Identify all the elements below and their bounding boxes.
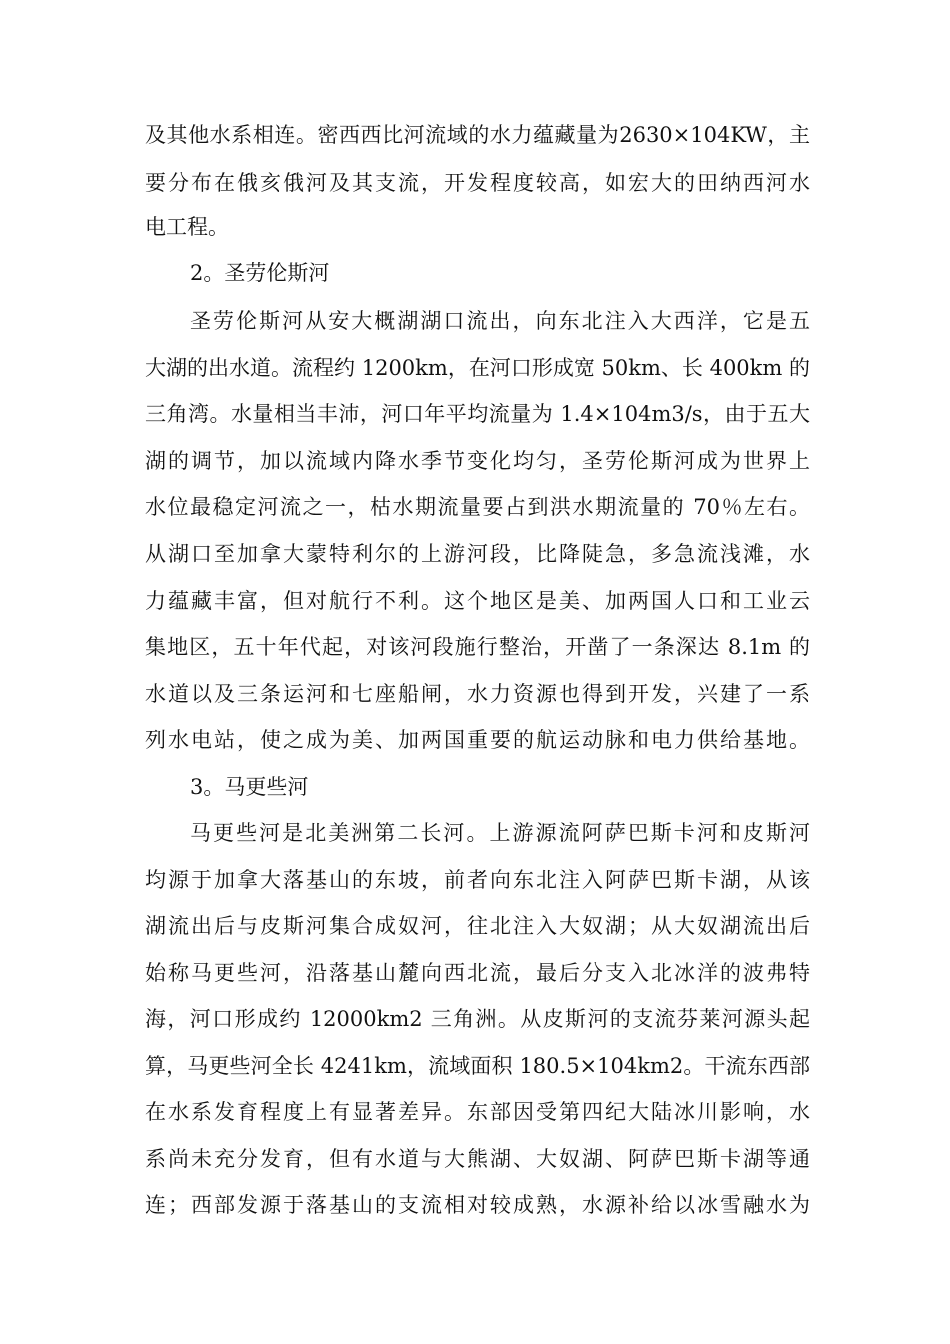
body-text-line: 海，河口形成约 12000km2 三角洲。从皮斯河的支流芬莱河源头起 [145, 1007, 810, 1031]
body-text-line: 连；西部发源于落基山的支流相对较成熟，水源补给以冰雪融水为 [145, 1193, 810, 1217]
body-text-line: 集地区，五十年代起，对该河段施行整治，开凿了一条深达 8.1m 的 [145, 635, 810, 659]
body-text-line: 及其他水系相连。密西西比河流域的水力蕴藏量为2630×104KW，主 [145, 123, 810, 147]
body-text-line: 算，马更些河全长 4241km，流域面积 180.5×104km2。干流东西部 [145, 1054, 810, 1078]
body-text-line: 始称马更些河，沿落基山麓向西北流，最后分支入北冰洋的波弗特 [145, 961, 810, 985]
body-text-line: 水位最稳定河流之一，枯水期流量要占到洪水期流量的 70％左右。 [145, 495, 810, 519]
body-text-line: 电工程。 [145, 215, 229, 239]
section-heading: 2。圣劳伦斯河 [190, 261, 330, 285]
body-text-line: 均源于加拿大落基山的东坡，前者向东北注入阿萨巴斯卡湖，从该 [145, 868, 810, 892]
body-text-line: 湖的调节，加以流域内降水季节变化均匀，圣劳伦斯河成为世界上 [145, 449, 810, 473]
body-text-line: 在水系发育程度上有显著差异。东部因受第四纪大陆冰川影响，水 [145, 1100, 810, 1124]
body-text-line: 大湖的出水道。流程约 1200km，在河口形成宽 50km、长 400km 的 [145, 356, 810, 380]
body-text-line: 系尚未充分发育，但有水道与大熊湖、大奴湖、阿萨巴斯卡湖等通 [145, 1147, 810, 1171]
body-text-line: 圣劳伦斯河从安大概湖湖口流出，向东北注入大西洋，它是五 [190, 309, 810, 333]
body-text-line: 要分布在俄亥俄河及其支流，开发程度较高，如宏大的田纳西河水 [145, 171, 810, 195]
body-text-line: 列水电站，使之成为美、加两国重要的航运动脉和电力供给基地。 [145, 728, 810, 752]
body-text-line: 力蕴藏丰富，但对航行不利。这个地区是美、加两国人口和工业云 [145, 589, 810, 613]
body-text-line: 从湖口至加拿大蒙特利尔的上游河段，比降陡急，多急流浅滩，水 [145, 542, 810, 566]
body-text-line: 水道以及三条运河和七座船闸，水力资源也得到开发，兴建了一系 [145, 682, 810, 706]
section-heading: 3。马更些河 [190, 775, 309, 799]
body-text-line: 三角湾。水量相当丰沛，河口年平均流量为 1.4×104m3/s，由于五大 [145, 402, 810, 426]
body-text-line: 湖流出后与皮斯河集合成奴河，往北注入大奴湖；从大奴湖流出后 [145, 914, 810, 938]
body-text-line: 马更些河是北美洲第二长河。上游源流阿萨巴斯卡河和皮斯河 [190, 821, 810, 845]
